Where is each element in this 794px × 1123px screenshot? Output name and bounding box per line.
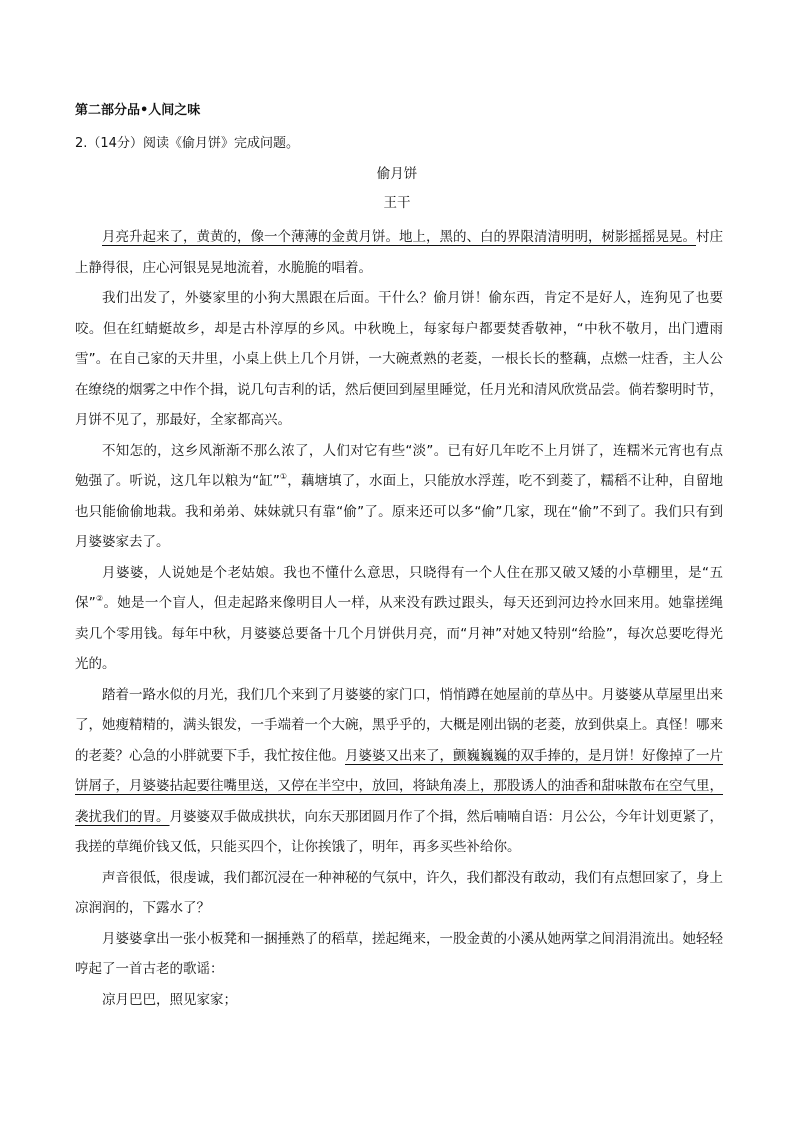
section-title: 第二部分品•人间之味 bbox=[75, 103, 201, 118]
paragraph-7: 月婆婆拿出一张小板凳和一捆捶熟了的稻草，搓起绳来，一股金黄的小溪从她两掌之间涓涓流出。她轻轻哼起了一首古老的歌谣： bbox=[75, 930, 723, 977]
essay-author: 王干 bbox=[383, 195, 411, 211]
paragraph-3 bbox=[75, 436, 723, 558]
essay-body bbox=[75, 222, 723, 1015]
paragraph-3-part-1: 不知怎的，这乡风渐渐不那么浓了，人们对它有些“淡”。已有好几年吃不上月饼了，连糯米元宵也有点勉强了。听说，这几年以粮为“缸” bbox=[75, 442, 723, 489]
paragraph-1-rest: 村庄上静得很，庄心河银晃晃地流着，水脆脆的唱着。 bbox=[75, 229, 723, 276]
paragraph-3-part-2: ，藕塘填了，水面上，只能放水浮莲，吃不到菱了，糯稻不让种，自留地也只能偷偷地栽。我和弟弟、妹妹就只有靠“偷”了。原来还可以多“偷”几家，现在“偷”不到了。我们只有到月婆婆家去了。 bbox=[75, 473, 723, 550]
paragraph-8: 凉月巴巴，照见家家； bbox=[102, 991, 237, 1008]
question-prompt: 2.（14分）阅读《偷月饼》完成问题。 bbox=[75, 136, 299, 151]
paragraph-2: 我们出发了，外婆家里的小狗大黑跟在后面。干什么？偷月饼！偷东西，肯定不是好人，连狗见了也要咬。但在红蜻蜓故乡，却是古朴淳厚的乡风。中秋晚上，每家每户都要焚香敬神，“中秋不敬月，出门遭雨雪”。在自己家的天井里，小桌上供上几个月饼，一大碗煮熟的老菱，一根长长的整藕，点燃一炷香，主人公在缭绕的烟雾之中作个揖，说几句吉利的话，然后便回到屋里睡觉，任月光和清风欣赏品尝。倘若黎明时节，月饼不见了，那最好，全家都高兴。 bbox=[75, 290, 723, 428]
footnote-marker-2: ② bbox=[95, 594, 104, 603]
paragraph-1 bbox=[75, 222, 723, 283]
underlined-sentence-2: 月婆婆又出来了，颤巍巍巍的双手捧的，是月饼！好像掉了一片饼屑子，月婆婆拈起要往嘴里送，又停在半空中，放回，将缺角凑上，那股诱人的油香和甜味散布在空气里，袭扰我们的胃。 bbox=[75, 747, 723, 825]
paragraph-5 bbox=[75, 680, 723, 863]
paragraph-5-part-1: 踏着一路水似的月光，我们几个来到了月婆婆的家门口，悄悄蹲在她屋前的草丛中。月婆婆从草屋里出来了，她瘦精精的，满头银发，一手端着一个大碗，黑乎乎的，大概是刚出锅的老菱，放到供桌上。真怪！哪来的老菱？心急的小胖就要下手，我忙按住他。 bbox=[75, 686, 723, 764]
footnote-marker-1: ① bbox=[279, 472, 288, 481]
underlined-sentence-1: 月亮升起来了，黄黄的，像一个薄薄的金黄月饼。地上，黑的、白的界限清清明明，树影摇摇晃晃。 bbox=[102, 229, 696, 245]
paragraph-4-part-2: 。她是一个盲人，但走起路来像明目人一样，从来没有跌过跟头，每天还到河边拎水回来用。她靠搓绳卖几个零用钱。每年中秋，月婆婆总要备十几个月饼供月亮，而“月神”对她又特别“给脸”，每次总要吃得光光的。 bbox=[75, 595, 724, 672]
paragraph-4-part-1: 月婆婆，人说她是个老姑娘。我也不懂什么意思，只晓得有一个人住在那又破又矮的小草棚里，是“五保” bbox=[75, 564, 723, 611]
essay-title: 偷月饼 bbox=[376, 166, 418, 182]
paragraph-5-part-2: 月婆婆双手做成拱状，向东天那团圆月作了个揖，然后喃喃自语：月公公，今年计划更紧了，我搓的草绳价钱又低，只能买四个，让你挨饿了，明年，再多买些补给你。 bbox=[75, 808, 723, 855]
paragraph-4 bbox=[75, 558, 723, 680]
paragraph-6: 声音很低，很虔诚，我们都沉浸在一种神秘的气氛中，许久，我们都没有敢动，我们有点想回家了，身上凉润润的，下露水了？ bbox=[75, 869, 723, 916]
